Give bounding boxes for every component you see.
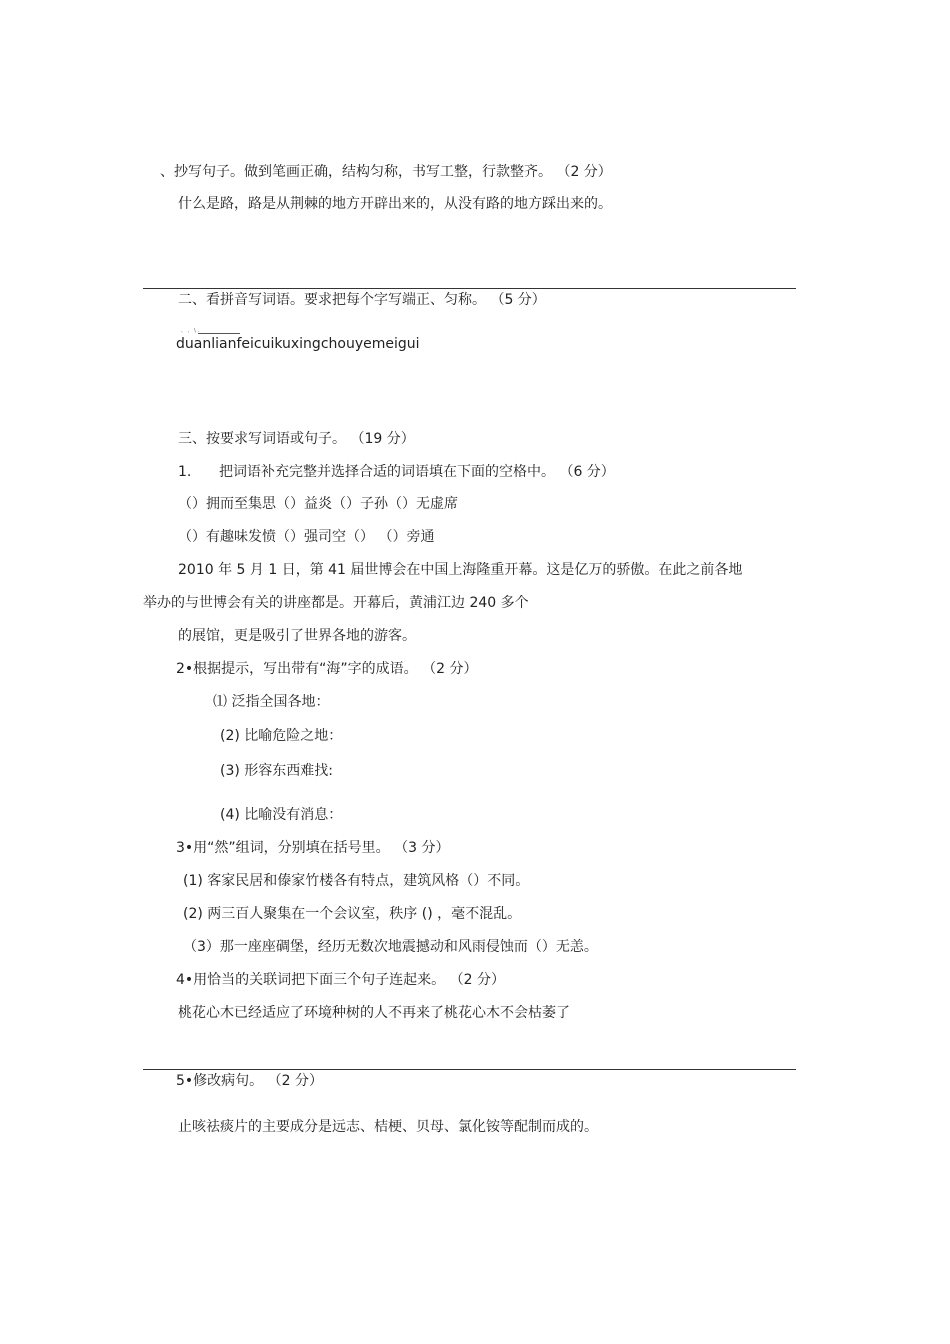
q1-passage-line-1: 2010 年 5 月 1 日，第 41 届世博会在中国上海隆重开幕。这是亿万的骄傲。在此之前各地 [178,562,743,578]
q2-item-2: (2) 比喻危险之地： [220,728,343,744]
q3-item-1: (1) 客家民居和傣家竹楼各有特点，建筑风格（）不同。 [183,873,530,889]
pinyin-row: duanlianfeicuikuxingchouyemeigui [176,336,420,352]
writing-line [143,1069,796,1070]
section2-heading: 二、看拼音写词语。要求把每个字写端正、匀称。 （5 分） [178,292,546,308]
q2-prompt: 2•根据提示，写出带有“海”字的成语。 （2 分） [176,661,478,677]
q3-prompt: 3•用“然”组词，分别填在括号里。 （3 分） [176,840,450,856]
q5-prompt: 5•修改病句。 （2 分） [176,1073,323,1089]
q1-passage-line-2: 举办的与世博会有关的讲座都是。开幕后，黄浦江边 240 多个 [143,595,529,611]
q5-sentence: 止咳祛痰片的主要成分是远志、桔梗、贝母、氯化铵等配制而成的。 [178,1119,598,1135]
q1-idiom-row-1: （）拥而至集思（）益炎（）子孙（）无虚席 [178,496,458,512]
q2-item-3: (3) 形容东西难找: [220,763,333,779]
q4-prompt: 4•用恰当的关联词把下面三个句子连起来。 （2 分） [176,972,505,988]
q1-idiom-row-2: （）有趣味发愤（）强司空（） （）旁通 [178,529,435,545]
q1-number: 1. [178,464,192,480]
tone-marks: 、 、 \ . [181,328,200,334]
q1-passage-line-3: 的展馆，更是吸引了世界各地的游客。 [178,628,416,644]
q1-prompt: 把词语补充完整并选择合适的词语填在下面的空格中。 （6 分） [219,464,615,480]
section1-heading: 、抄写句子。做到笔画正确，结构匀称，书写工整，行款整齐。 （2 分） [160,164,612,180]
q4-sentence: 桃花心木已经适应了环境种树的人不再来了桃花心木不会枯萎了 [178,1005,570,1021]
writing-line [143,288,796,289]
section1-sentence: 什么是路，路是从荆棘的地方开辟出来的，从没有路的地方踩出来的。 [178,196,612,212]
q2-item-1: ⑴ 泛指全国各地： [213,694,330,710]
q3-item-2: (2) 两三百人聚集在一个会议室，秩序 () ，毫不混乱。 [183,906,522,922]
q2-item-4: (4) 比喻没有消息： [220,807,343,823]
q3-item-3: （3）那一座座碉堡，经历无数次地震撼动和风雨侵蚀而（）无恙。 [183,939,598,955]
section3-heading: 三、按要求写词语或句子。 （19 分） [178,431,415,447]
